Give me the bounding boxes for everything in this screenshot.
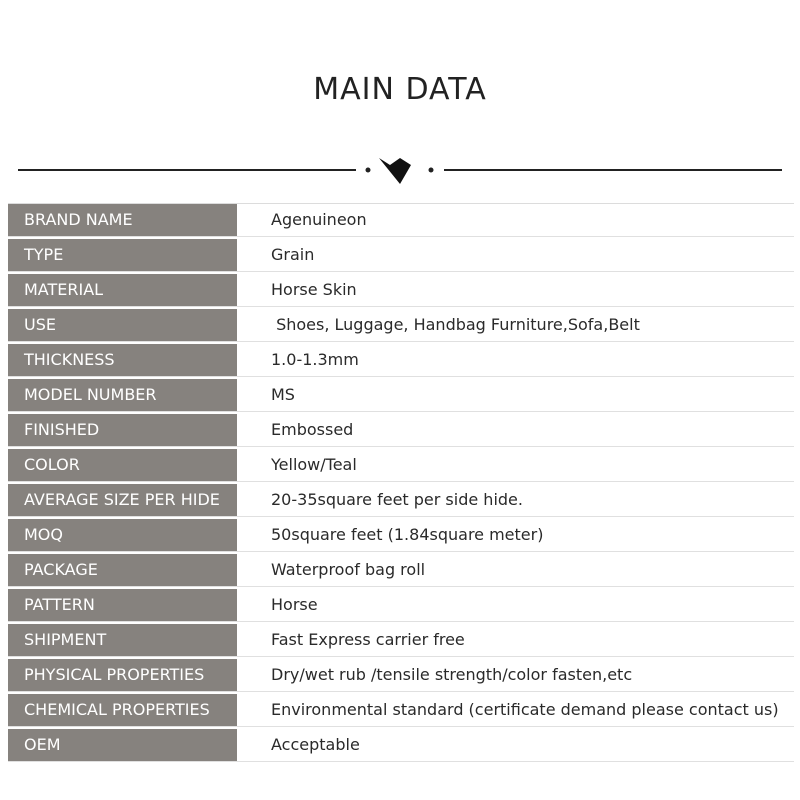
- chevron-ornament-icon: [379, 158, 411, 184]
- table-row: [8, 449, 794, 482]
- row-label: PACKAGE: [8, 554, 237, 586]
- row-label: TYPE: [8, 239, 237, 271]
- table-row: [8, 729, 794, 762]
- table-row: [8, 624, 794, 657]
- row-value: Acceptable: [239, 729, 794, 761]
- page-title: MAIN DATA: [313, 72, 487, 107]
- row-value: 20-35square feet per side hide.: [239, 484, 794, 516]
- row-value: 50square feet (1.84square meter): [239, 519, 794, 551]
- row-value: Agenuineon: [239, 204, 794, 236]
- table-row: [8, 274, 794, 307]
- row-value: Shoes, Luggage, Handbag Furniture,Sofa,Belt: [239, 309, 794, 341]
- row-value: Horse Skin: [239, 274, 794, 306]
- table-row: [8, 554, 794, 587]
- row-label: MODEL NUMBER: [8, 379, 237, 411]
- table-row: [8, 589, 794, 622]
- row-label: MOQ: [8, 519, 237, 551]
- table-row: [8, 519, 794, 552]
- row-value: Dry/wet rub /tensile strength/color fasten,etc: [239, 659, 794, 691]
- divider-dot-left: [366, 168, 371, 173]
- row-value: Grain: [239, 239, 794, 271]
- row-label: AVERAGE SIZE PER HIDE: [8, 484, 237, 516]
- spec-table: [8, 203, 794, 764]
- row-value: Horse: [239, 589, 794, 621]
- row-value: MS: [239, 379, 794, 411]
- row-label: MATERIAL: [8, 274, 237, 306]
- row-label: BRAND NAME: [8, 204, 237, 236]
- table-row: [8, 379, 794, 412]
- table-row: [8, 344, 794, 377]
- row-value: Embossed: [239, 414, 794, 446]
- row-value: Environmental standard (certificate demand please contact us): [239, 694, 794, 726]
- row-label: FINISHED: [8, 414, 237, 446]
- row-value: Fast Express carrier free: [239, 624, 794, 656]
- table-row: [8, 484, 794, 517]
- row-label: PHYSICAL PROPERTIES: [8, 659, 237, 691]
- table-row: [8, 414, 794, 447]
- table-row: [8, 309, 794, 342]
- row-value: Waterproof bag roll: [239, 554, 794, 586]
- table-row: [8, 659, 794, 692]
- row-label: USE: [8, 309, 237, 341]
- table-row: [8, 694, 794, 727]
- row-label: SHIPMENT: [8, 624, 237, 656]
- row-label: OEM: [8, 729, 237, 761]
- row-label: THICKNESS: [8, 344, 237, 376]
- ornament-divider: [18, 150, 782, 190]
- table-row: [8, 239, 794, 272]
- row-label: COLOR: [8, 449, 237, 481]
- table-row: [8, 204, 794, 237]
- divider-dot-right: [429, 168, 434, 173]
- row-label: CHEMICAL PROPERTIES: [8, 694, 237, 726]
- row-value: 1.0-1.3mm: [239, 344, 794, 376]
- row-value: Yellow/Teal: [239, 449, 794, 481]
- row-label: PATTERN: [8, 589, 237, 621]
